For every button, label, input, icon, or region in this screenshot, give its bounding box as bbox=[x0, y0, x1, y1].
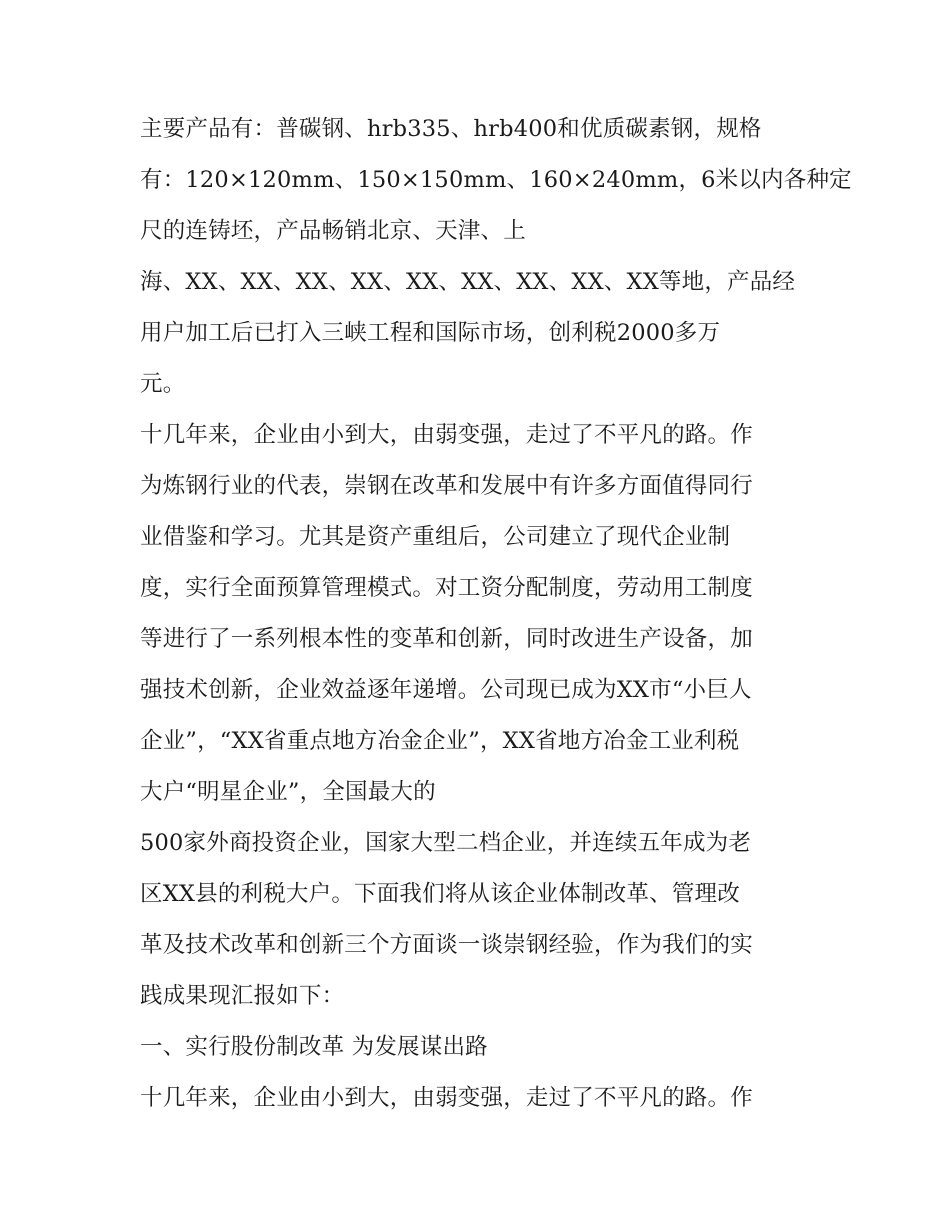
text-line: 等进行了一系列根本性的变革和创新，同时改进生产设备，加 bbox=[140, 626, 753, 652]
text-line: 主要产品有：普碳钢、hrb335、hrb400和优质碳素钢，规格 bbox=[140, 116, 762, 142]
section-heading: 一、实行股份制改革 为发展谋出路 bbox=[140, 1034, 488, 1060]
text-line: 500家外商投资企业，国家大型二档企业，并连续五年成为老 bbox=[140, 830, 752, 856]
text-line: 企业”，“XX省重点地方冶金企业”，XX省地方冶金工业利税 bbox=[140, 728, 740, 754]
text-line: 业借鉴和学习。尤其是资产重组后，公司建立了现代企业制 bbox=[140, 524, 731, 550]
text-line: 元。 bbox=[140, 371, 186, 397]
text-line: 大户“明星企业”，全国最大的 bbox=[140, 779, 436, 805]
text-line: 用户加工后已打入三峡工程和国际市场，创利税2000多万 bbox=[140, 320, 721, 346]
text-line: 区XX县的利税大户。下面我们将从该企业体制改革、管理改 bbox=[140, 881, 740, 907]
text-line: 十几年来，企业由小到大，由弱变强，走过了不平凡的路。作 bbox=[140, 1085, 753, 1111]
text-line: 有：120×120mm、150×150mm、160×240mm，6米以内各种定 bbox=[140, 167, 852, 193]
text-line: 十几年来，企业由小到大，由弱变强，走过了不平凡的路。作 bbox=[140, 422, 753, 448]
text-line: 践成果现汇报如下： bbox=[140, 983, 345, 1009]
text-line: 强技术创新，企业效益逐年递增。公司现已成为XX市“小巨人 bbox=[140, 677, 752, 703]
text-line: 尺的连铸坯，产品畅销北京、天津、上 bbox=[140, 218, 526, 244]
text-line: 为炼钢行业的代表，崇钢在改革和发展中有许多方面值得同行 bbox=[140, 473, 753, 499]
document-body bbox=[140, 104, 852, 1124]
text-line: 度，实行全面预算管理模式。对工资分配制度，劳动用工制度 bbox=[140, 575, 753, 601]
text-line: 革及技术改革和创新三个方面谈一谈崇钢经验，作为我们的实 bbox=[140, 932, 753, 958]
text-line: 海、XX、XX、XX、XX、XX、XX、XX、XX、XX等地，产品经 bbox=[140, 269, 796, 295]
